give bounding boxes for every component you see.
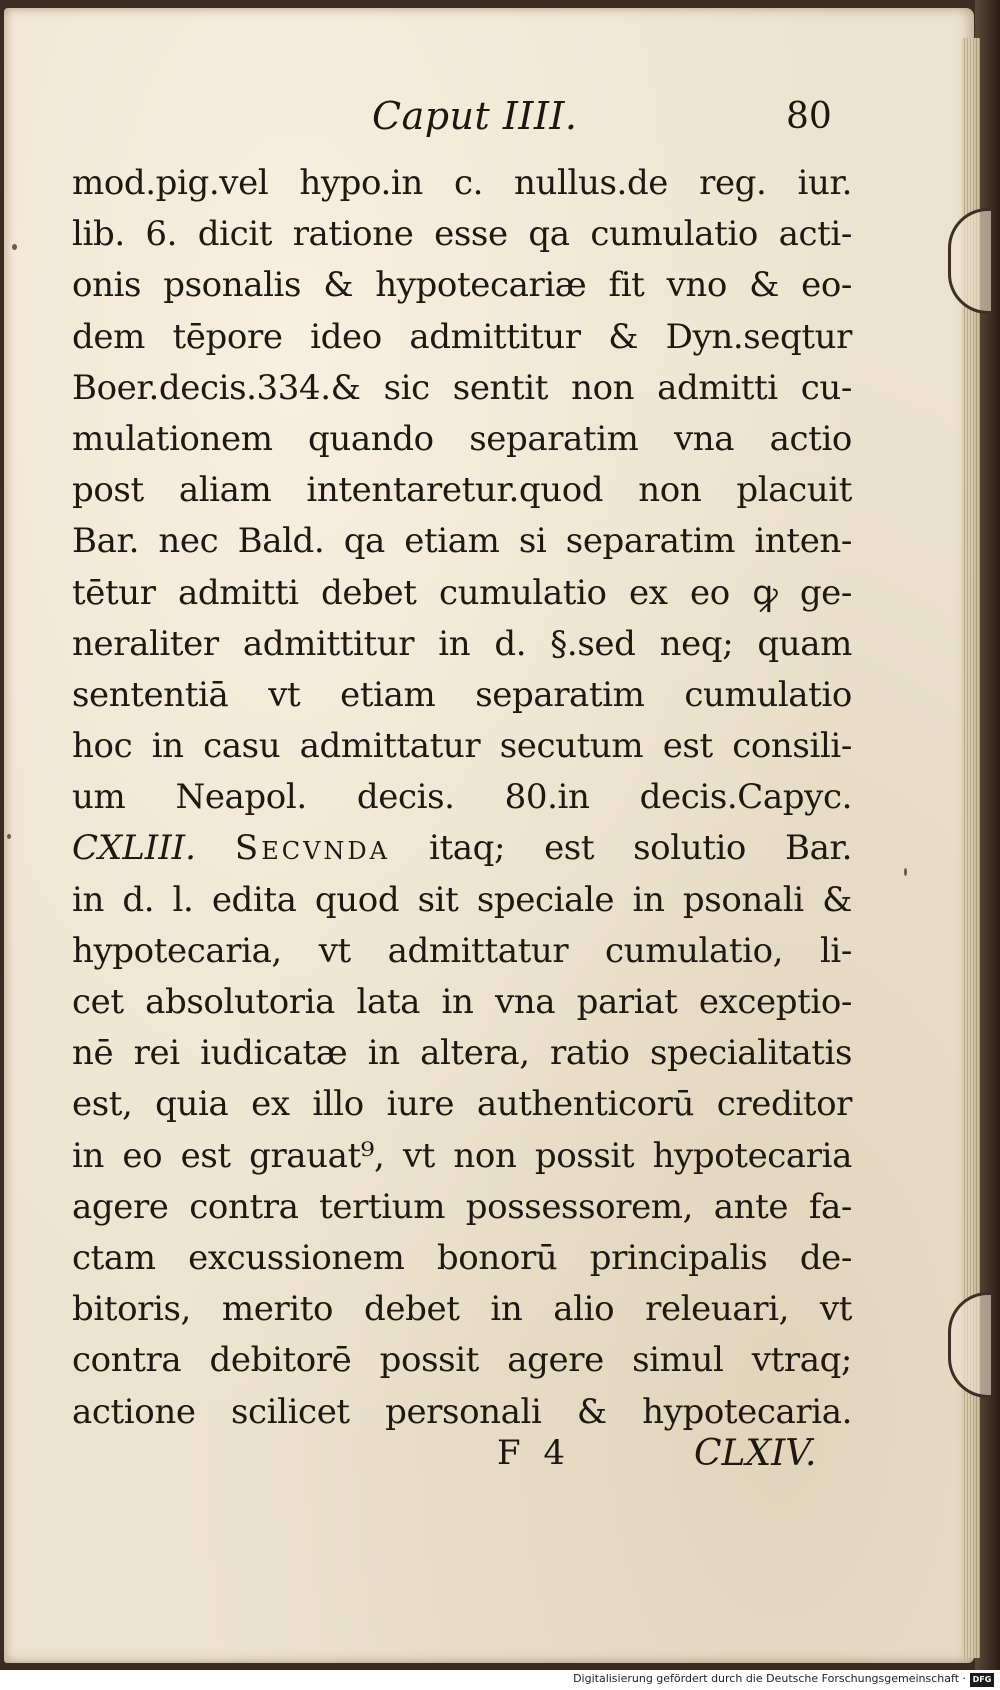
catchword: CLXIV. xyxy=(694,1433,817,1474)
running-title: Caput IIII. xyxy=(372,94,578,138)
text-line: sententiā vt etiam separatim cumulatio xyxy=(72,674,852,715)
text-line: contra debitorē possit agere simul vtraq; xyxy=(72,1340,852,1381)
text-line: tētur admitti debet cumulatio ex eo ꝙ ge- xyxy=(72,572,852,613)
page-footer xyxy=(4,1433,974,1493)
text-line: mod.pig.vel hypo.in c. nullus.de reg. iur. xyxy=(72,163,852,203)
text-line: actione scilicet personali & hypotecaria. xyxy=(72,1391,852,1432)
text-line: nē rei iudicatæ in altera, ratio specialitatis xyxy=(72,1033,852,1074)
paragraph-first-line-rest: itaq; est solutio Bar. xyxy=(429,828,852,869)
text-line: Boer.decis.334.& sic sentit non admitti cu- xyxy=(72,367,852,408)
text-line: est, quia ex illo iure authenticorū creditor xyxy=(72,1084,852,1125)
text-line: onis psonalis & hypotecariæ fit vno & eo- xyxy=(72,265,852,306)
text-line: Bar. nec Bald. qa etiam si separatim inten- xyxy=(72,521,852,562)
text-line: cet absolutoria lata in vna pariat exceptio- xyxy=(72,982,852,1022)
credit-bar xyxy=(0,1670,1000,1690)
book-page xyxy=(4,8,974,1663)
credit-text: Digitalisierung gefördert durch die Deutsche Forschungsgemeinschaft · xyxy=(573,1672,966,1685)
text-line: in eo est grauat⁹, vt non possit hypotecaria xyxy=(72,1135,852,1176)
text-line: dem tēpore ideo admittitur & Dyn.seqtur xyxy=(72,316,852,357)
folio-number: 80 xyxy=(786,96,832,137)
text-line: lib. 6. dicit ratione esse qa cumulatio acti- xyxy=(72,214,852,255)
paragraph-smallcaps: Secvnda xyxy=(234,828,391,869)
paper-speck xyxy=(7,834,11,839)
paper-speck xyxy=(904,868,907,876)
paragraph-marker: CXLIII. xyxy=(72,828,196,869)
text-line: agere contra tertium possessorem, ante fa- xyxy=(72,1186,852,1227)
text-line: mulationem quando separatim vna actio xyxy=(72,418,852,459)
paper-speck xyxy=(12,244,17,250)
text-line: um Neapol. decis. 80.in decis.Capyc. xyxy=(72,777,852,818)
signature-mark: F 4 xyxy=(497,1433,572,1473)
paragraph-first-line xyxy=(72,823,852,874)
running-head xyxy=(4,94,974,154)
text-line: neraliter admittitur in d. §.sed neq; quam xyxy=(72,623,852,664)
text-line: ctam excussionem bonorū principalis de- xyxy=(72,1237,852,1278)
text-line: bitoris, merito debet in alio releuari, vt xyxy=(72,1289,852,1330)
dfg-logo: DFG xyxy=(970,1673,994,1687)
body-text xyxy=(72,158,852,1438)
text-line: hypotecaria, vt admittatur cumulatio, li- xyxy=(72,930,852,971)
text-line: hoc in casu admittatur secutum est consili- xyxy=(72,726,852,767)
text-line: post aliam intentaretur.quod non placuit xyxy=(72,470,852,511)
text-line: in d. l. edita quod sit speciale in psonali & xyxy=(72,879,852,920)
